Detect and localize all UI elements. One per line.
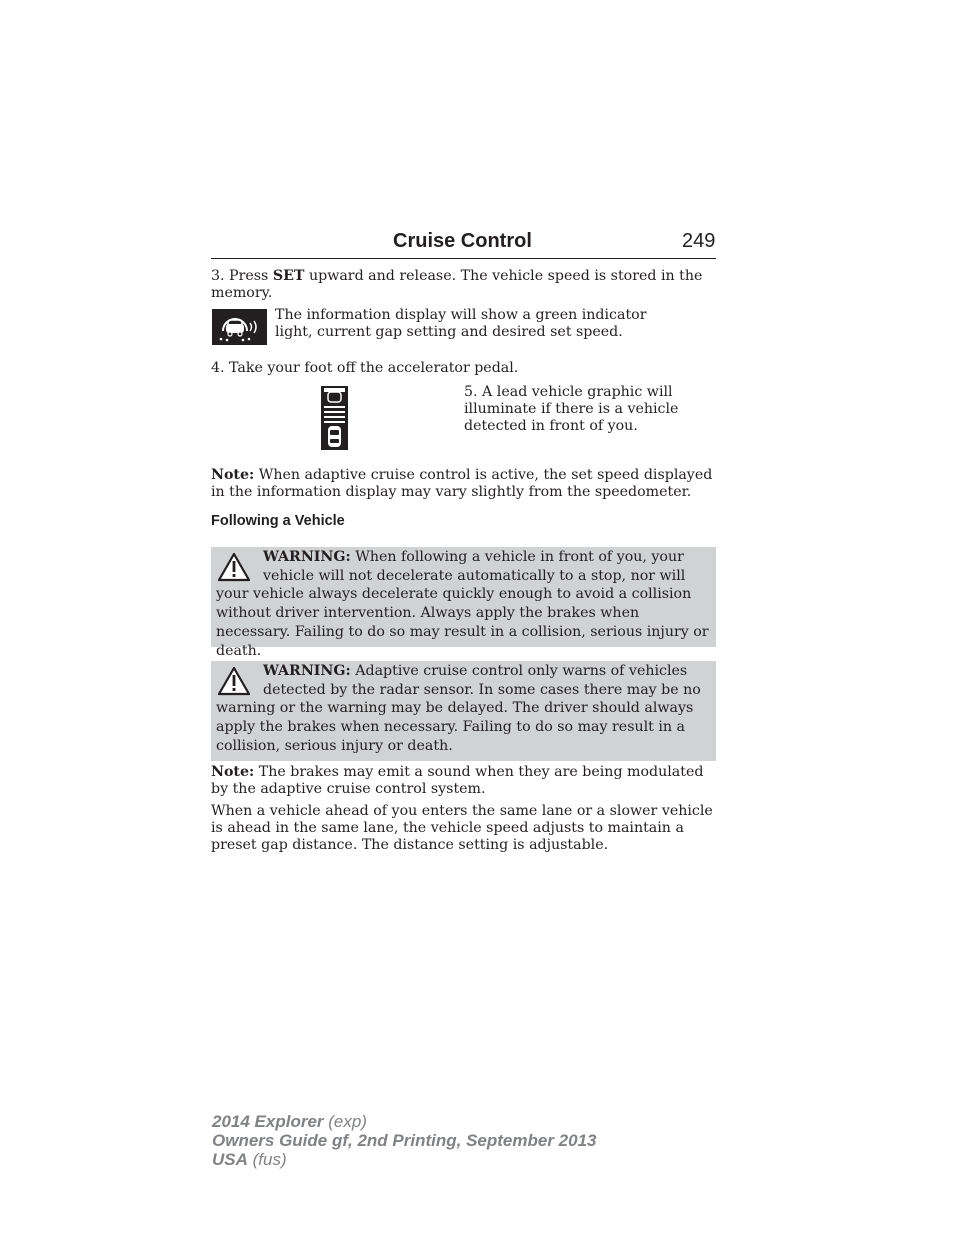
warning-1-body: When following a vehicle in front of you, your vehicle will not decelerate automatically to a stop, nor will your vehicle always decelerate quickly enough to avoid a collision without driver intervention. Always apply the brakes when necessary. Failing to do so may result in a collision, serious injury or death. <box>216 549 709 659</box>
note-2-paragraph <box>211 764 716 798</box>
step-4-paragraph: 4. Take your foot off the accelerator pedal. <box>211 360 519 376</box>
note-1-paragraph <box>211 467 716 501</box>
note-1-label: Note: <box>211 467 255 483</box>
footer-market: USA <box>212 1150 248 1169</box>
page-title: Cruise Control <box>393 230 532 252</box>
warning-triangle-icon <box>217 552 251 582</box>
section-heading: Following a Vehicle <box>211 513 345 529</box>
note-2-label: Note: <box>211 764 255 780</box>
page-number: 249 <box>682 230 716 252</box>
step-3-prefix: 3. Press <box>211 268 273 284</box>
footer-line-3 <box>212 1150 287 1170</box>
footer-line-1 <box>212 1112 367 1132</box>
warning-box-2 <box>211 661 716 761</box>
step-5-text: 5. A lead vehicle graphic will illuminate if there is a vehicle detected in front of you. <box>464 384 679 434</box>
warning-1-label: WARNING: <box>263 549 351 565</box>
header-divider <box>211 258 716 259</box>
lead-vehicle-graphic <box>321 386 348 450</box>
warning-2-label: WARNING: <box>263 663 351 679</box>
gap-distance-paragraph: When a vehicle ahead of you enters the same lane or a slower vehicle is ahead in the same lane, the vehicle speed adjusts to maintain a preset gap distance. The distance setting is adjustable. <box>211 803 713 853</box>
step-3-suffix: upward and release. The vehicle speed is stored in the memory. <box>211 268 703 301</box>
warning-box-1 <box>211 547 716 659</box>
step-3-paragraph <box>211 268 716 302</box>
info-display-text: The information display will show a green indicator light, current gap setting and desired set speed. <box>275 307 647 340</box>
warning-triangle-icon <box>217 666 251 696</box>
footer-model: 2014 Explorer <box>212 1112 324 1131</box>
adaptive-cruise-indicator-icon <box>212 309 267 345</box>
note-2-text: The brakes may emit a sound when they are being modulated by the adaptive cruise control system. <box>211 764 704 797</box>
footer-model-code: (exp) <box>323 1112 367 1131</box>
footer-line-2: Owners Guide gf, 2nd Printing, September 2013 <box>212 1131 597 1150</box>
note-1-text: When adaptive cruise control is active, the set speed displayed in the information display may vary slightly from the speedometer. <box>211 467 713 500</box>
warning-2-text <box>216 661 710 756</box>
warning-1-text <box>216 547 710 660</box>
footer-market-code: (fus) <box>247 1150 287 1169</box>
warning-2-body: Adaptive cruise control only warns of vehicles detected by the radar sensor. In some cases there may be no warning or the warning may be delayed. The driver should always apply the brakes when necessary. Failing to do so may result in a collision, serious injury or death. <box>216 663 701 754</box>
set-button-name: SET <box>272 268 305 284</box>
